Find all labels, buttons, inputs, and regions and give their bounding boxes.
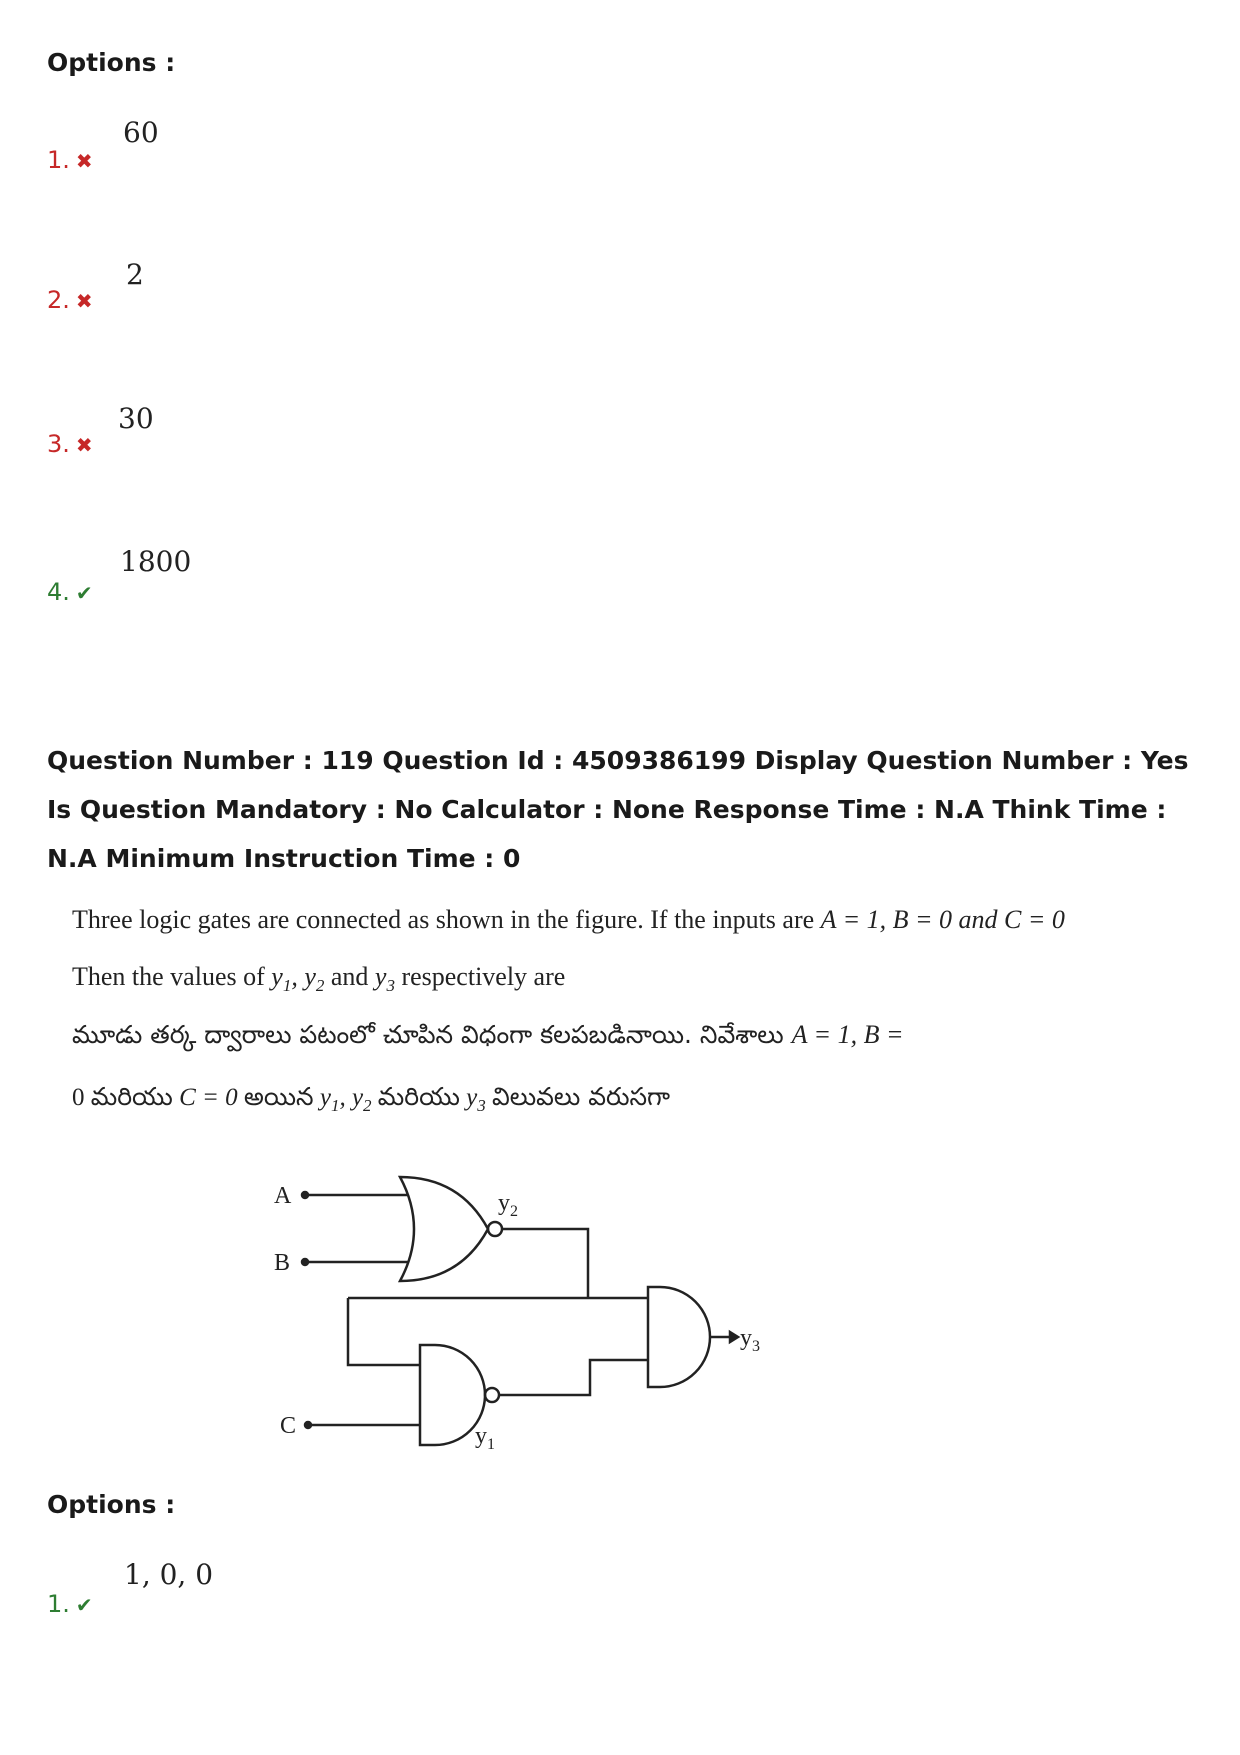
label-y2: $y_2$	[498, 1190, 518, 1220]
question-text: Three logic gates are connected as shown in the figure. If the inputs are	[72, 905, 821, 934]
nand-bubble	[485, 1388, 499, 1402]
option-number: 1.	[47, 1590, 70, 1618]
question-text-en-line2: Then the values of $y_1$, $y_2$ and $y_3$ respectively are	[72, 962, 566, 996]
question-text-te: అయిన	[243, 1082, 314, 1111]
option-number: 2.	[47, 286, 70, 314]
option-number: 1.	[47, 146, 70, 174]
question-text: 0	[72, 1084, 85, 1111]
question-text: Then the values of	[72, 962, 272, 991]
question-math-y: $y_1$, $y_2$	[319, 1084, 372, 1115]
question-text-te: మూడు తర్క ద్వారాలు పటంలో చూపిన విధంగా కలపబడినాయి. నివేశాలు	[72, 1020, 792, 1049]
wire-y2	[502, 1229, 588, 1298]
cross-icon: ✖	[75, 433, 93, 457]
and-gate	[648, 1287, 710, 1387]
options-heading: Options :	[47, 1490, 176, 1519]
option-1	[47, 146, 93, 174]
option-value: 2	[126, 258, 144, 291]
question-math-y: $y_1$, $y_2$	[271, 962, 325, 996]
question-math: A = 1, B = 0 and C = 0	[820, 905, 1065, 934]
y3-arrow	[730, 1332, 738, 1342]
question-text-te: మరియు	[377, 1082, 460, 1111]
option-value: 1, 0, 0	[124, 1558, 214, 1591]
option-2	[47, 286, 93, 314]
wire-y1	[499, 1360, 648, 1395]
question-text-te: విలువలు వరుసగా	[491, 1082, 671, 1111]
wire-loop	[348, 1298, 420, 1365]
label-input-a: A	[274, 1183, 292, 1209]
question-math: A = 1, B =	[791, 1020, 904, 1049]
option-1	[47, 1590, 93, 1618]
label-y1: $y_1$	[475, 1423, 495, 1453]
label-input-b: B	[274, 1250, 291, 1276]
question-text-en-line1	[72, 905, 1065, 935]
question-math-y3: $y_3$	[374, 962, 395, 996]
nor-bubble	[488, 1222, 502, 1236]
option-value: 30	[118, 402, 154, 435]
nor-gate	[400, 1177, 488, 1281]
question-text-te-line2	[72, 1082, 670, 1118]
question-text-te-line1	[72, 1020, 904, 1056]
check-icon: ✔	[75, 581, 93, 605]
cross-icon: ✖	[75, 289, 93, 313]
question-math: C = 0	[179, 1084, 238, 1111]
option-number: 4.	[47, 578, 70, 606]
label-input-c: C	[280, 1413, 297, 1439]
options-heading: Options :	[47, 48, 176, 77]
question-meta: Question Number : 119 Question Id : 4509386199 Display Question Number : Yes Is Question Mandatory : No Calculator : None Response Time : N.A Think Time : N.A Minimum Instruction Time : 0	[47, 746, 1189, 873]
logic-circuit-diagram	[260, 1165, 760, 1485]
check-icon: ✔	[75, 1593, 93, 1617]
cross-icon: ✖	[75, 149, 93, 173]
option-3	[47, 430, 93, 458]
option-value: 1800	[120, 545, 192, 578]
option-value: 60	[123, 116, 159, 149]
label-y3: $y_3$	[740, 1325, 760, 1355]
question-text-te: మరియు	[90, 1082, 173, 1111]
question-math-y3: $y_3$	[466, 1084, 486, 1115]
option-number: 3.	[47, 430, 70, 458]
option-4	[47, 578, 93, 606]
question-text: respectively are	[394, 962, 566, 991]
